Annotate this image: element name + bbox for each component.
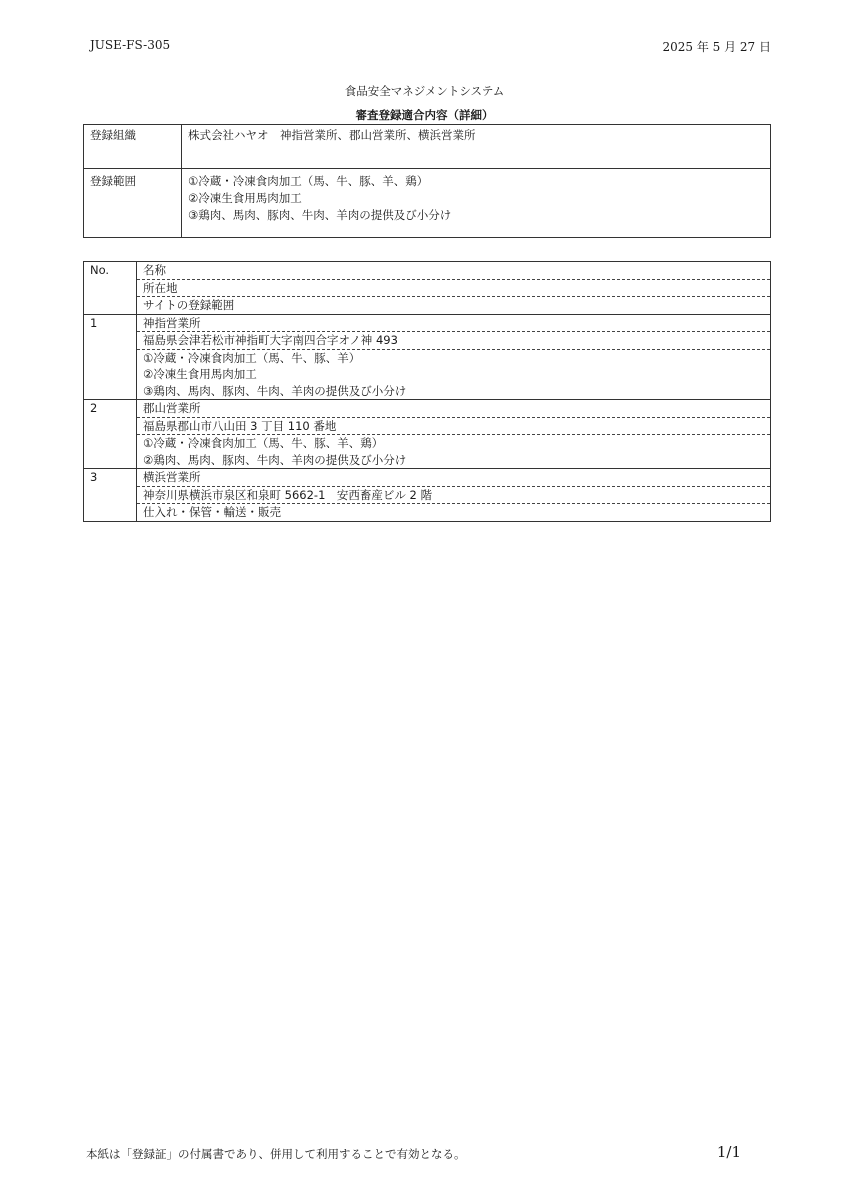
scope-value xyxy=(182,169,771,238)
site-no: 3 xyxy=(84,469,137,522)
site-no: 1 xyxy=(84,314,137,400)
summary-row-organization xyxy=(84,125,771,169)
site-name: 横浜営業所 xyxy=(137,469,771,487)
table-row xyxy=(84,486,771,504)
table-row xyxy=(84,469,771,487)
scope-line: ②冷凍生食用馬肉加工 xyxy=(188,191,302,205)
site-scope-line: ①冷蔵・冷凍食肉加工（馬、牛、豚、羊、鶏） xyxy=(137,435,771,452)
site-scope-line: ①冷蔵・冷凍食肉加工（馬、牛、豚、羊） xyxy=(137,349,771,366)
header-site-scope: サイトの登録範囲 xyxy=(137,297,771,315)
table-row xyxy=(84,279,771,297)
document-subtitle: 審査登録適合内容（詳細） xyxy=(355,108,494,122)
scope-label: 登録範囲 xyxy=(84,169,182,238)
sites-table xyxy=(83,261,771,522)
site-address: 福島県郡山市八山田 3 丁目 110 番地 xyxy=(137,417,771,435)
table-row xyxy=(84,452,771,469)
site-scope-line: ③鶏肉、馬肉、豚肉、牛肉、羊肉の提供及び小分け xyxy=(137,383,771,400)
summary-row-scope xyxy=(84,169,771,238)
table-row xyxy=(84,435,771,452)
scope-line: ③鶏肉、馬肉、豚肉、牛肉、羊肉の提供及び小分け xyxy=(188,208,452,222)
table-row xyxy=(84,504,771,522)
summary-table xyxy=(83,124,771,238)
table-row xyxy=(84,366,771,383)
org-label: 登録組織 xyxy=(84,125,182,169)
footer-note: 本紙は「登録証」の付属書であり、併用して利用することで有効となる。 xyxy=(86,1147,466,1161)
site-address: 福島県会津若松市神指町大字南四合字オノ神 493 xyxy=(137,332,771,350)
document-date: 2025 年 5 月 27 日 xyxy=(662,40,771,54)
page-number: 1/1 xyxy=(716,1143,741,1161)
table-row xyxy=(84,262,771,280)
site-name: 神指営業所 xyxy=(137,314,771,332)
table-row xyxy=(84,314,771,332)
site-address: 神奈川県横浜市泉区和泉町 5662-1 安西畜産ビル 2 階 xyxy=(137,486,771,504)
site-scope-line: ②鶏肉、馬肉、豚肉、牛肉、羊肉の提供及び小分け xyxy=(137,452,771,469)
table-row xyxy=(84,400,771,418)
scope-line: ①冷蔵・冷凍食肉加工（馬、牛、豚、羊、鶏） xyxy=(188,174,429,188)
org-value: 株式会社ハヤオ 神指営業所、郡山営業所、横浜営業所 xyxy=(182,125,771,169)
site-scope-line: 仕入れ・保管・輸送・販売 xyxy=(137,504,771,522)
table-row xyxy=(84,383,771,400)
header-address: 所在地 xyxy=(137,279,771,297)
document-title: 食品安全マネジメントシステム xyxy=(344,84,505,98)
site-name: 郡山営業所 xyxy=(137,400,771,418)
site-scope-line: ②冷凍生食用馬肉加工 xyxy=(137,366,771,383)
site-no: 2 xyxy=(84,400,137,469)
table-row xyxy=(84,297,771,315)
header-name: 名称 xyxy=(137,262,771,280)
table-row xyxy=(84,417,771,435)
table-row xyxy=(84,349,771,366)
header-no: No. xyxy=(84,262,137,315)
table-row xyxy=(84,332,771,350)
document-code: JUSE-FS-305 xyxy=(90,38,171,52)
